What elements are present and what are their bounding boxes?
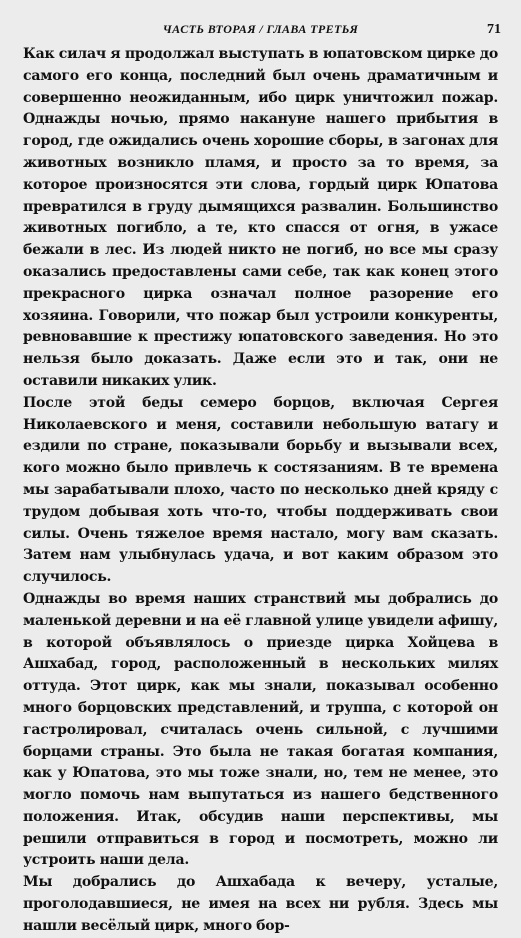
paragraph-4: Мы добрались до Ашхабада к вечеру, усталые, проголодавшиеся, не имея на всех ни рубля. Здесь мы нашли весёлый цирк, много бор-	[23, 874, 498, 934]
running-head: ЧАСТЬ ВТОРАЯ / ГЛАВА ТРЕТЬЯ	[162, 22, 359, 36]
page-header	[0, 22, 521, 40]
paragraph-3: Однажды во время наших странствий мы добрались до маленькой деревни и на её главной улице увидели афишу, в которой объявлялось о приезде цирка Хойцева в Ашхабад, город, расположенный в нескольких милях оттуда. Этот цирк, как мы знали, показывал особенно много борцовских представлений, и труппа, с которой он гастролировал, считалась очень сильной, с лучшими борцами страны. Это была не такая богатая компания, как у Юпатова, это мы тоже знали, но, тем не менее, это могло помочь нам выпутаться из нашего бедственного положения. Итак, обсудив наши перспективы, мы решили отправиться в город и посмотреть, можно ли устроить наши дела.	[23, 590, 498, 869]
paragraph-1: Как силач я продолжал выступать в юпатовском цирке до самого его конца, последний был очень драматичным и совершенно неожиданным, ибо цирк уничтожил пожар. Однажды ночью, прямо накануне нашего прибытия в город, где ожидались очень хорошие сборы, в загонах для животных возникло пламя, и просто за то время, за которое произносятся эти слова, гордый цирк Юпатова превратился в груду дымящихся развалин. Большинство животных погибло, а те, кто спасся от огня, в ужасе бежали в лес. Из людей никто не погиб, но все мы сразу оказались предоставлены сами себе, так как конец этого прекрасного цирка означал полное разорение его хозяина. Говорили, что пожар был устроили конкуренты, ревновавшие к престижу юпатовского заведения. Но это нельзя было доказать. Даже если это и так, они не оставили никаких улик.	[23, 46, 498, 389]
page-body	[23, 44, 498, 934]
paragraph-2: После этой беды семеро борцов, включая Сергея Николаевского и меня, составили небольшую ватагу и ездили по стране, показывали борьбу и вызывали всех, кого можно было привлечь к состязаниям. В те времена мы зарабатывали плохо, часто по несколько дней кряду с трудом добывая хоть что-то, чтобы поддерживать свои силы. Очень тяжелое время настало, могу вам сказать. Затем нам улыбнулась удача, и вот каким образом это случилось.	[23, 394, 498, 586]
page-number: 71	[487, 22, 501, 37]
